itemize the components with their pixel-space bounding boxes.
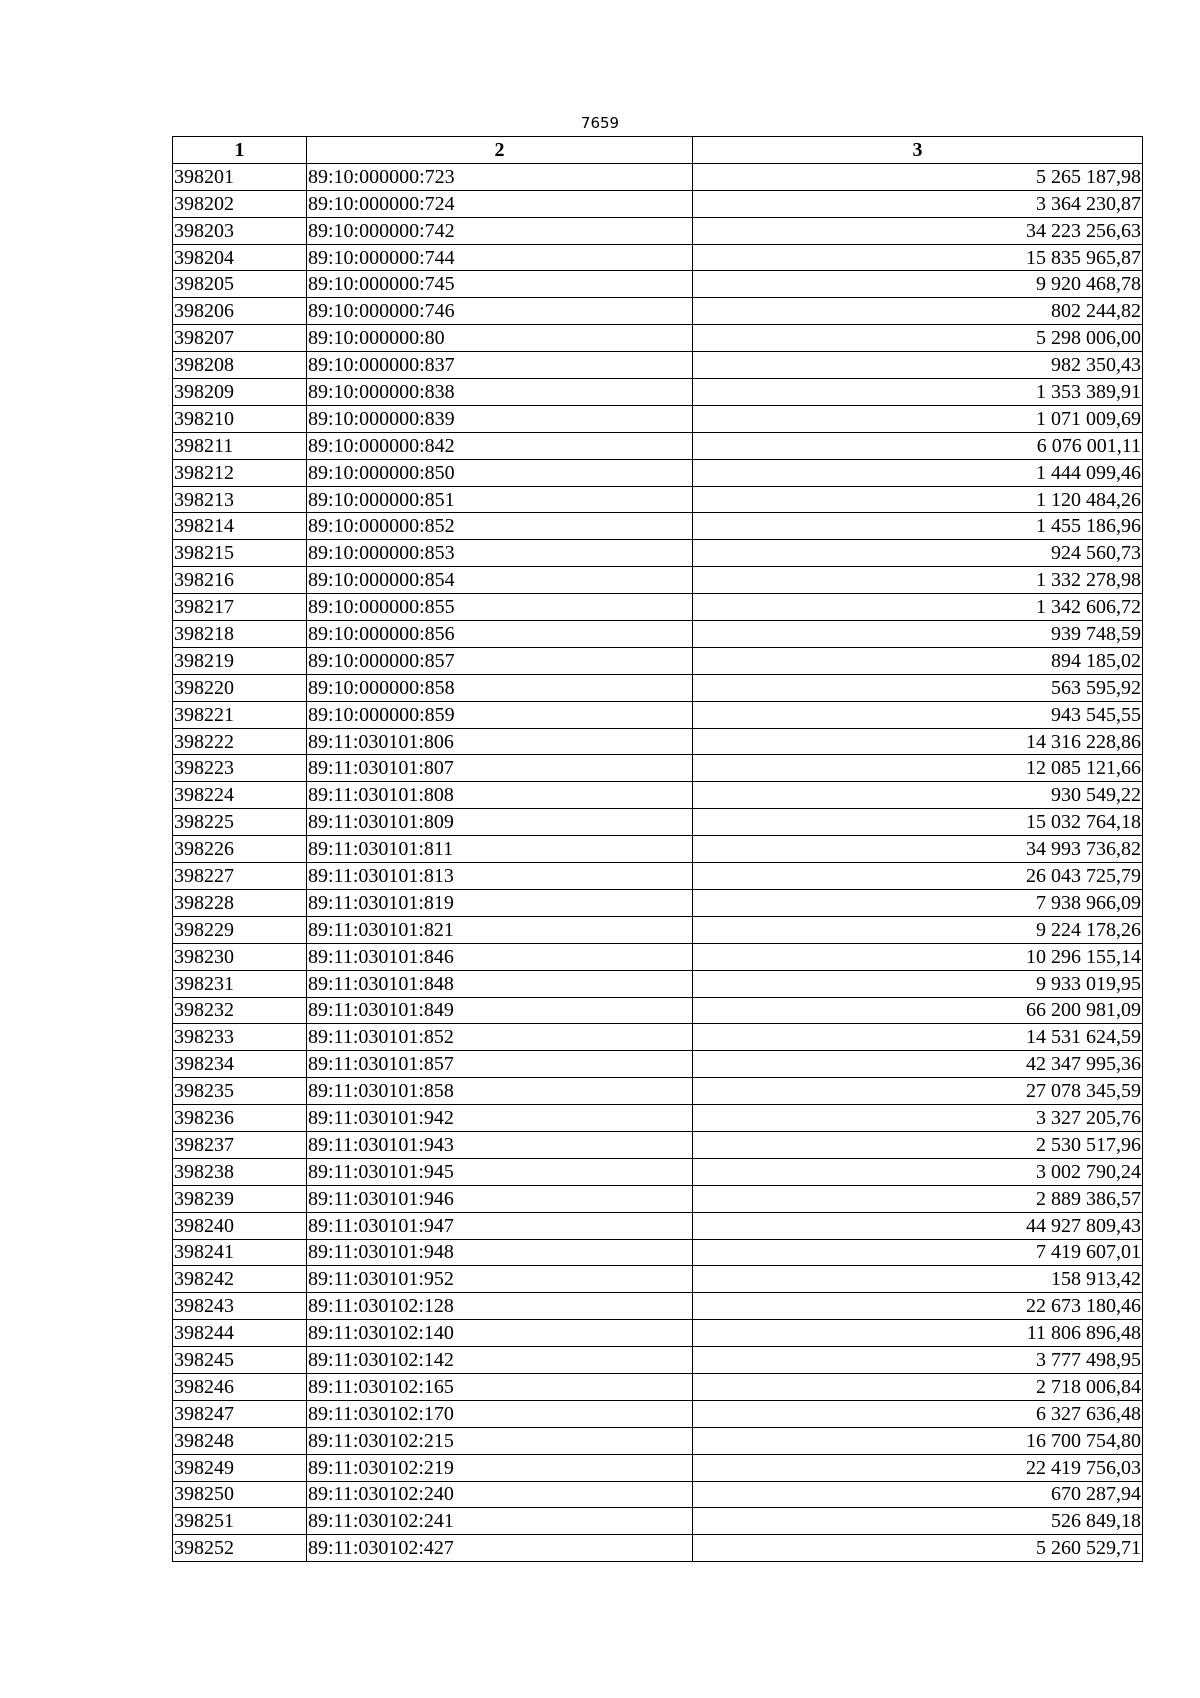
cadastral-number-cell: 89:10:000000:853 <box>307 540 693 567</box>
value-cell: 34 993 736,82 <box>693 836 1143 863</box>
cadastral-number-cell: 89:11:030101:808 <box>307 782 693 809</box>
value-cell: 5 265 187,98 <box>693 163 1143 190</box>
table-row <box>173 621 1143 648</box>
cadastral-number-cell: 89:10:000000:746 <box>307 298 693 325</box>
value-cell: 7 938 966,09 <box>693 889 1143 916</box>
value-cell: 34 223 256,63 <box>693 217 1143 244</box>
value-cell: 14 531 624,59 <box>693 1024 1143 1051</box>
value-cell: 5 260 529,71 <box>693 1535 1143 1562</box>
row-number-cell: 398226 <box>173 836 307 863</box>
value-cell: 7 419 607,01 <box>693 1239 1143 1266</box>
cadastral-number-cell: 89:10:000000:842 <box>307 432 693 459</box>
cadastral-number-cell: 89:11:030101:948 <box>307 1239 693 1266</box>
row-number-cell: 398208 <box>173 352 307 379</box>
table-row <box>173 1293 1143 1320</box>
value-cell: 1 120 484,26 <box>693 486 1143 513</box>
table-row <box>173 916 1143 943</box>
value-cell: 9 933 019,95 <box>693 970 1143 997</box>
cadastral-number-cell: 89:11:030101:947 <box>307 1212 693 1239</box>
value-cell: 802 244,82 <box>693 298 1143 325</box>
value-cell: 9 224 178,26 <box>693 916 1143 943</box>
table-row <box>173 970 1143 997</box>
row-number-cell: 398237 <box>173 1131 307 1158</box>
row-number-cell: 398220 <box>173 674 307 701</box>
table-row <box>173 1131 1143 1158</box>
row-number-cell: 398235 <box>173 1078 307 1105</box>
row-number-cell: 398212 <box>173 459 307 486</box>
cadastral-number-cell: 89:11:030101:813 <box>307 863 693 890</box>
table-row <box>173 1078 1143 1105</box>
value-cell: 2 530 517,96 <box>693 1131 1143 1158</box>
value-cell: 1 353 389,91 <box>693 379 1143 406</box>
table-row <box>173 244 1143 271</box>
value-cell: 158 913,42 <box>693 1266 1143 1293</box>
row-number-cell: 398233 <box>173 1024 307 1051</box>
header-row <box>173 137 1143 164</box>
table-row <box>173 513 1143 540</box>
cadastral-number-cell: 89:11:030101:946 <box>307 1185 693 1212</box>
table-row <box>173 1024 1143 1051</box>
value-cell: 1 455 186,96 <box>693 513 1143 540</box>
cadastral-number-cell: 89:10:000000:838 <box>307 379 693 406</box>
table-row <box>173 863 1143 890</box>
cadastral-number-cell: 89:10:000000:724 <box>307 190 693 217</box>
value-cell: 66 200 981,09 <box>693 997 1143 1024</box>
row-number-cell: 398221 <box>173 701 307 728</box>
value-cell: 3 777 498,95 <box>693 1347 1143 1374</box>
value-cell: 5 298 006,00 <box>693 325 1143 352</box>
table-row <box>173 1481 1143 1508</box>
value-cell: 3 002 790,24 <box>693 1158 1143 1185</box>
value-cell: 11 806 896,48 <box>693 1320 1143 1347</box>
cadastral-number-cell: 89:10:000000:742 <box>307 217 693 244</box>
table-row <box>173 379 1143 406</box>
table-row <box>173 190 1143 217</box>
value-cell: 924 560,73 <box>693 540 1143 567</box>
value-cell: 3 364 230,87 <box>693 190 1143 217</box>
table-row <box>173 1266 1143 1293</box>
cadastral-number-cell: 89:11:030101:857 <box>307 1051 693 1078</box>
cadastral-number-cell: 89:11:030102:128 <box>307 1293 693 1320</box>
value-cell: 943 545,55 <box>693 701 1143 728</box>
row-number-cell: 398228 <box>173 889 307 916</box>
row-number-cell: 398245 <box>173 1347 307 1374</box>
cadastral-number-cell: 89:11:030101:848 <box>307 970 693 997</box>
row-number-cell: 398205 <box>173 271 307 298</box>
table-row <box>173 1347 1143 1374</box>
row-number-cell: 398211 <box>173 432 307 459</box>
table-row <box>173 486 1143 513</box>
value-cell: 1 342 606,72 <box>693 594 1143 621</box>
table-row <box>173 1051 1143 1078</box>
value-cell: 939 748,59 <box>693 621 1143 648</box>
cadastral-number-cell: 89:10:000000:837 <box>307 352 693 379</box>
table-row <box>173 755 1143 782</box>
cadastral-number-cell: 89:11:030101:809 <box>307 809 693 836</box>
row-number-cell: 398214 <box>173 513 307 540</box>
table-row <box>173 943 1143 970</box>
row-number-cell: 398241 <box>173 1239 307 1266</box>
cadastral-number-cell: 89:11:030102:241 <box>307 1508 693 1535</box>
cadastral-number-cell: 89:11:030102:215 <box>307 1427 693 1454</box>
cadastral-number-cell: 89:11:030101:952 <box>307 1266 693 1293</box>
value-cell: 9 920 468,78 <box>693 271 1143 298</box>
cadastral-number-cell: 89:11:030101:943 <box>307 1131 693 1158</box>
value-cell: 6 327 636,48 <box>693 1400 1143 1427</box>
cadastral-number-cell: 89:10:000000:858 <box>307 674 693 701</box>
cadastral-number-cell: 89:10:000000:859 <box>307 701 693 728</box>
table-row <box>173 163 1143 190</box>
row-number-cell: 398224 <box>173 782 307 809</box>
cadastral-number-cell: 89:11:030102:240 <box>307 1481 693 1508</box>
table-row <box>173 405 1143 432</box>
value-cell: 10 296 155,14 <box>693 943 1143 970</box>
row-number-cell: 398213 <box>173 486 307 513</box>
table-row <box>173 889 1143 916</box>
table-row <box>173 567 1143 594</box>
value-cell: 2 718 006,84 <box>693 1373 1143 1400</box>
cadastral-number-cell: 89:11:030101:858 <box>307 1078 693 1105</box>
value-cell: 42 347 995,36 <box>693 1051 1143 1078</box>
table-row <box>173 1185 1143 1212</box>
row-number-cell: 398243 <box>173 1293 307 1320</box>
row-number-cell: 398204 <box>173 244 307 271</box>
table-row <box>173 782 1143 809</box>
value-cell: 894 185,02 <box>693 647 1143 674</box>
cadastral-number-cell: 89:10:000000:852 <box>307 513 693 540</box>
table-row <box>173 1508 1143 1535</box>
column-header-3: 3 <box>693 137 1143 164</box>
row-number-cell: 398210 <box>173 405 307 432</box>
row-number-cell: 398247 <box>173 1400 307 1427</box>
row-number-cell: 398202 <box>173 190 307 217</box>
row-number-cell: 398209 <box>173 379 307 406</box>
cadastral-number-cell: 89:10:000000:850 <box>307 459 693 486</box>
cadastral-number-cell: 89:11:030102:219 <box>307 1454 693 1481</box>
table-row <box>173 325 1143 352</box>
row-number-cell: 398201 <box>173 163 307 190</box>
table-row <box>173 701 1143 728</box>
page-number: 7659 <box>580 114 620 132</box>
row-number-cell: 398227 <box>173 863 307 890</box>
cadastral-number-cell: 89:11:030102:142 <box>307 1347 693 1374</box>
table-row <box>173 540 1143 567</box>
cadastral-number-cell: 89:11:030102:170 <box>307 1400 693 1427</box>
row-number-cell: 398236 <box>173 1105 307 1132</box>
table-row <box>173 1105 1143 1132</box>
value-cell: 526 849,18 <box>693 1508 1143 1535</box>
row-number-cell: 398244 <box>173 1320 307 1347</box>
table-row <box>173 298 1143 325</box>
row-number-cell: 398238 <box>173 1158 307 1185</box>
row-number-cell: 398230 <box>173 943 307 970</box>
row-number-cell: 398219 <box>173 647 307 674</box>
cadastral-number-cell: 89:10:000000:744 <box>307 244 693 271</box>
cadastral-number-cell: 89:10:000000:855 <box>307 594 693 621</box>
cadastral-number-cell: 89:10:000000:851 <box>307 486 693 513</box>
cadastral-number-cell: 89:11:030102:165 <box>307 1373 693 1400</box>
row-number-cell: 398217 <box>173 594 307 621</box>
table-row <box>173 647 1143 674</box>
cadastral-number-cell: 89:11:030101:942 <box>307 1105 693 1132</box>
value-cell: 22 419 756,03 <box>693 1454 1143 1481</box>
value-cell: 1 444 099,46 <box>693 459 1143 486</box>
value-cell: 14 316 228,86 <box>693 728 1143 755</box>
cadastral-number-cell: 89:10:000000:857 <box>307 647 693 674</box>
row-number-cell: 398234 <box>173 1051 307 1078</box>
table-row <box>173 1400 1143 1427</box>
value-cell: 1 071 009,69 <box>693 405 1143 432</box>
table-row <box>173 836 1143 863</box>
cadastral-number-cell: 89:10:000000:745 <box>307 271 693 298</box>
row-number-cell: 398231 <box>173 970 307 997</box>
cadastral-number-cell: 89:10:000000:80 <box>307 325 693 352</box>
cadastral-number-cell: 89:11:030101:945 <box>307 1158 693 1185</box>
cadastral-number-cell: 89:11:030102:140 <box>307 1320 693 1347</box>
row-number-cell: 398203 <box>173 217 307 244</box>
value-cell: 12 085 121,66 <box>693 755 1143 782</box>
row-number-cell: 398251 <box>173 1508 307 1535</box>
row-number-cell: 398242 <box>173 1266 307 1293</box>
value-cell: 44 927 809,43 <box>693 1212 1143 1239</box>
row-number-cell: 398222 <box>173 728 307 755</box>
row-number-cell: 398218 <box>173 621 307 648</box>
table-body <box>173 163 1143 1561</box>
value-cell: 670 287,94 <box>693 1481 1143 1508</box>
row-number-cell: 398232 <box>173 997 307 1024</box>
value-cell: 563 595,92 <box>693 674 1143 701</box>
row-number-cell: 398252 <box>173 1535 307 1562</box>
value-cell: 26 043 725,79 <box>693 863 1143 890</box>
table-row <box>173 594 1143 621</box>
row-number-cell: 398206 <box>173 298 307 325</box>
cadastral-number-cell: 89:11:030101:807 <box>307 755 693 782</box>
cadastral-number-cell: 89:10:000000:856 <box>307 621 693 648</box>
cadastral-number-cell: 89:11:030101:806 <box>307 728 693 755</box>
table-row <box>173 1158 1143 1185</box>
table-row <box>173 997 1143 1024</box>
table-row <box>173 1454 1143 1481</box>
value-cell: 15 835 965,87 <box>693 244 1143 271</box>
table-row <box>173 809 1143 836</box>
row-number-cell: 398246 <box>173 1373 307 1400</box>
table-row <box>173 271 1143 298</box>
cadastral-number-cell: 89:11:030101:819 <box>307 889 693 916</box>
table-row <box>173 459 1143 486</box>
value-cell: 3 327 205,76 <box>693 1105 1143 1132</box>
value-cell: 1 332 278,98 <box>693 567 1143 594</box>
table-row <box>173 1239 1143 1266</box>
table-row <box>173 1373 1143 1400</box>
table-row <box>173 1212 1143 1239</box>
value-cell: 982 350,43 <box>693 352 1143 379</box>
table-row <box>173 1427 1143 1454</box>
cadastral-number-cell: 89:10:000000:839 <box>307 405 693 432</box>
row-number-cell: 398207 <box>173 325 307 352</box>
cadastral-number-cell: 89:11:030101:846 <box>307 943 693 970</box>
cadastral-number-cell: 89:11:030101:821 <box>307 916 693 943</box>
column-header-2: 2 <box>307 137 693 164</box>
value-cell: 930 549,22 <box>693 782 1143 809</box>
table-row <box>173 674 1143 701</box>
table-row <box>173 217 1143 244</box>
row-number-cell: 398225 <box>173 809 307 836</box>
table-row <box>173 352 1143 379</box>
cadastral-number-cell: 89:10:000000:854 <box>307 567 693 594</box>
row-number-cell: 398250 <box>173 1481 307 1508</box>
row-number-cell: 398249 <box>173 1454 307 1481</box>
table-row <box>173 432 1143 459</box>
value-cell: 16 700 754,80 <box>693 1427 1143 1454</box>
row-number-cell: 398240 <box>173 1212 307 1239</box>
row-number-cell: 398216 <box>173 567 307 594</box>
cadastral-number-cell: 89:11:030101:811 <box>307 836 693 863</box>
value-cell: 22 673 180,46 <box>693 1293 1143 1320</box>
row-number-cell: 398229 <box>173 916 307 943</box>
row-number-cell: 398239 <box>173 1185 307 1212</box>
value-cell: 2 889 386,57 <box>693 1185 1143 1212</box>
cadastral-number-cell: 89:10:000000:723 <box>307 163 693 190</box>
table-row <box>173 728 1143 755</box>
value-cell: 15 032 764,18 <box>693 809 1143 836</box>
cadastral-number-cell: 89:11:030101:852 <box>307 1024 693 1051</box>
column-header-1: 1 <box>173 137 307 164</box>
cadastral-number-cell: 89:11:030102:427 <box>307 1535 693 1562</box>
row-number-cell: 398223 <box>173 755 307 782</box>
value-cell: 6 076 001,11 <box>693 432 1143 459</box>
register-table <box>172 136 1143 1562</box>
row-number-cell: 398215 <box>173 540 307 567</box>
row-number-cell: 398248 <box>173 1427 307 1454</box>
table-row <box>173 1535 1143 1562</box>
value-cell: 27 078 345,59 <box>693 1078 1143 1105</box>
table-row <box>173 1320 1143 1347</box>
cadastral-number-cell: 89:11:030101:849 <box>307 997 693 1024</box>
